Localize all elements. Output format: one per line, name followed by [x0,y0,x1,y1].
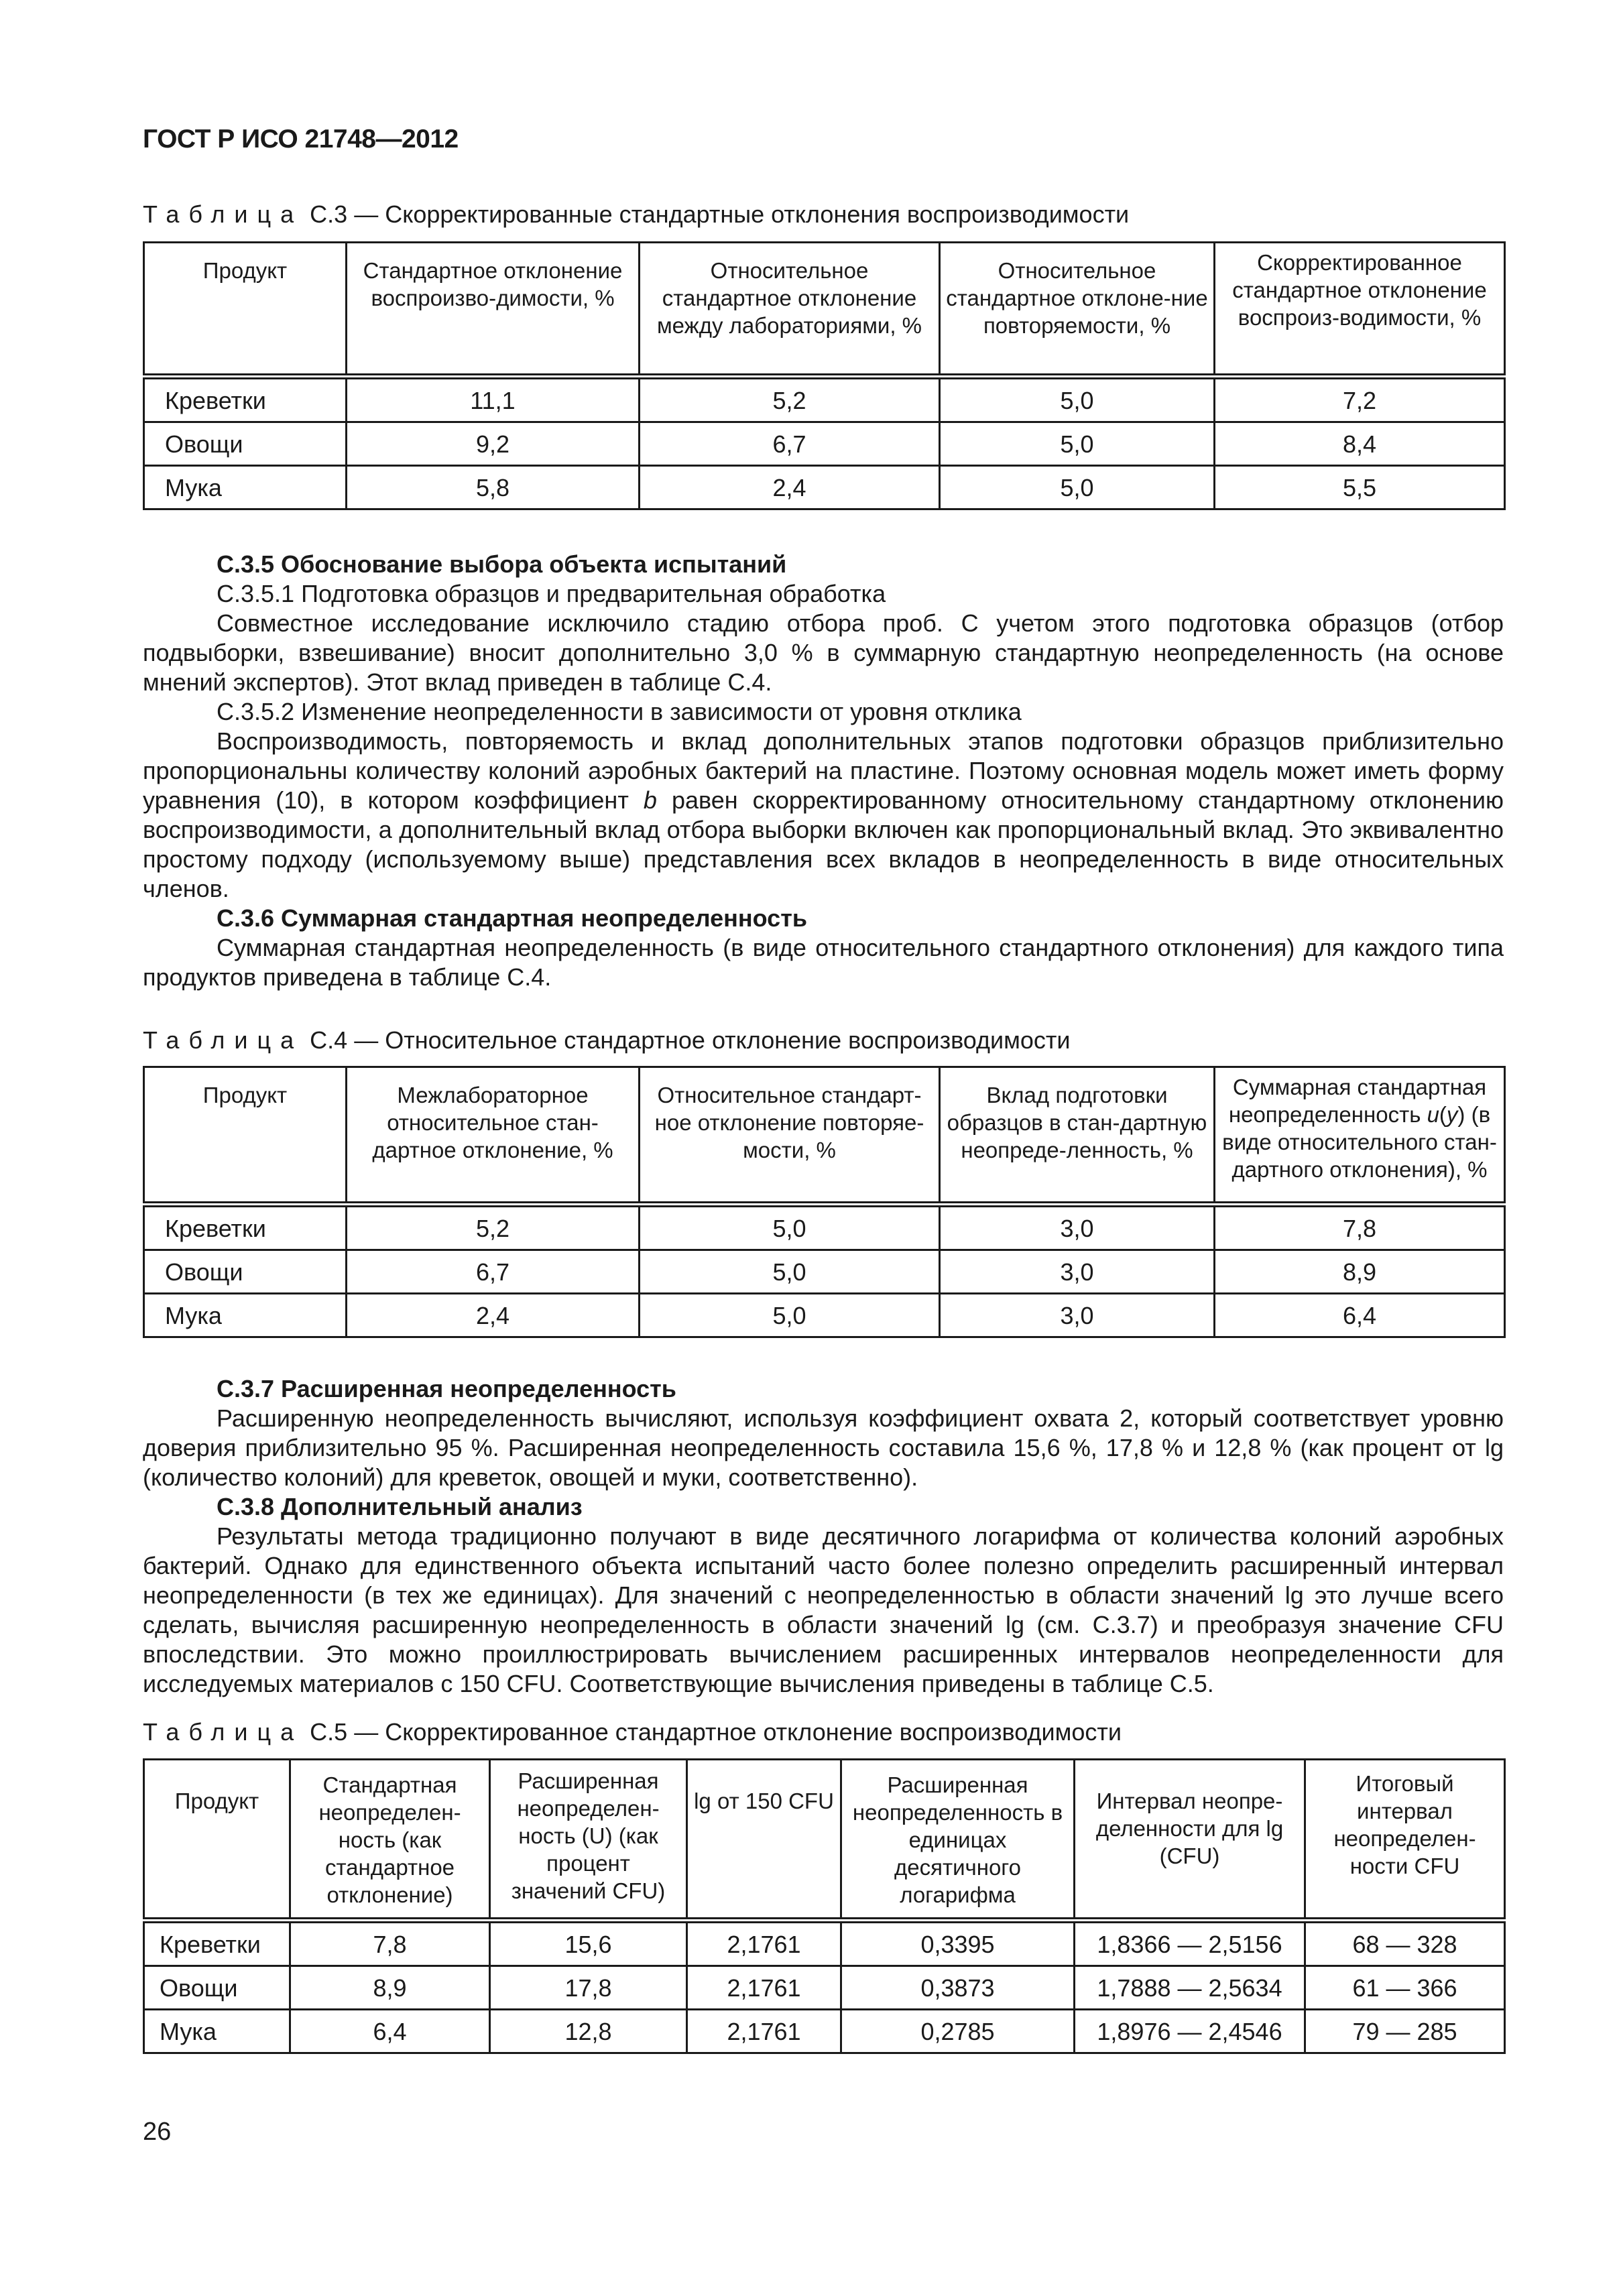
table-cell: 2,4 [640,466,940,509]
table-cell: 6,4 [1215,1294,1505,1337]
table-cell: 11,1 [347,377,640,422]
table-row [144,1294,1505,1337]
table-row [144,466,1505,509]
table-cell: 6,7 [347,1250,640,1294]
table-cell: 5,2 [347,1205,640,1250]
paragraph-text: равен скорректированному относительному стандартному отклонению воспроизводимости, а дополнительный вклад отбора выборки включен как пропорциональный вклад. Это эквивалентно простому подходу (используемому выше) представления всех вкладов в неопределенность в виде относительных членов. [143,786,1504,902]
section-heading: С.3.7 Расширенная неопределенность [217,1375,676,1402]
table-cell: 0,3873 [841,1966,1075,2010]
table-cell: 68 — 328 [1305,1921,1505,1966]
table-cell: 8,4 [1215,422,1505,466]
column-header: Продукт [144,1760,290,1921]
table-c5-caption [143,1717,1504,1747]
header-text: ) (в виде относительного стан-дартного отклонения), % [1222,1102,1497,1182]
variable-u: u [1427,1102,1439,1127]
table-cell: 5,0 [940,466,1215,509]
table-cell: 5,0 [940,422,1215,466]
table-cell: 5,8 [347,466,640,509]
column-header: Вклад подготовки образцов в стан-дартную неопреде-ленность, % [940,1067,1215,1205]
table-row [144,2010,1505,2053]
table-cell: 3,0 [940,1294,1215,1337]
paragraph: Суммарная стандартная неопределенность (в виде относительного стандартного отклонения) для каждого типа продуктов приведена в таблице С.4. [143,934,1504,991]
subsection-heading: С.3.5.1 Подготовка образцов и предварительная обработка [217,580,886,607]
table-row [144,1205,1505,1250]
table-cell: 17,8 [490,1966,687,2010]
variable-y: y [1446,1102,1458,1127]
column-header: Стандартное отклонение воспроизво-димости, % [347,243,640,377]
table-cell: 1,7888 — 2,5634 [1075,1966,1305,2010]
table-cell: 7,2 [1215,377,1505,422]
column-header: Продукт [144,1067,347,1205]
table-cell: 2,1761 [687,1966,841,2010]
table-row [144,1250,1505,1294]
subsection-heading: С.3.5.2 Изменение неопределенности в зависимости от уровня отклика [217,698,1022,725]
table-cell: 5,5 [1215,466,1505,509]
section-heading: С.3.5 Обоснование выбора объекта испытаний [217,550,787,578]
column-header: Итоговый интервал неопределен-ности CFU [1305,1760,1505,1921]
table-cell: 5,2 [640,377,940,422]
column-header: Расширенная неопределенность в единицах десятичного логарифма [841,1760,1075,1921]
page-number: 26 [143,2118,172,2146]
table-cell: Мука [144,1294,347,1337]
paragraph [143,727,1504,904]
table-cell: Мука [144,2010,290,2053]
table-cell: 1,8976 — 2,4546 [1075,2010,1305,2053]
column-header: Интервал неопре-деленности для lg (CFU) [1075,1760,1305,1921]
table-cell: 1,8366 — 2,5156 [1075,1921,1305,1966]
table-cell: Мука [144,466,347,509]
table-cell: 3,0 [940,1250,1215,1294]
table-c4 [143,1066,1506,1338]
table-cell: 2,1761 [687,2010,841,2053]
table-cell: 0,3395 [841,1921,1075,1966]
body-text-c37-c38 [143,1374,1504,1699]
table-cell: 2,4 [347,1294,640,1337]
table-cell: 6,7 [640,422,940,466]
table-cell: 61 — 366 [1305,1966,1505,2010]
table-cell: 8,9 [290,1966,490,2010]
table-c3 [143,241,1506,510]
column-header: Межлабораторное относительное стан-дартное отклонение, % [347,1067,640,1205]
body-text-c35-c36 [143,550,1504,992]
table-cell: 0,2785 [841,2010,1075,2053]
caption-text: С.5 — Скорректированное стандартное отклонение воспроизводимости [310,1718,1122,1746]
table-row [144,1966,1505,2010]
table-c3-caption [143,200,1504,229]
header-text: ( [1439,1102,1447,1127]
column-header: Стандартная неопределен-ность (как стандартное отклонение) [290,1760,490,1921]
table-cell: Овощи [144,422,347,466]
column-header: Относительное стандартное отклоне-ние повторяемости, % [940,243,1215,377]
column-header: Продукт [144,243,347,377]
table-c5 [143,1758,1506,2054]
table-cell: 12,8 [490,2010,687,2053]
column-header: Скорректированное стандартное отклонение воспроиз-водимости, % [1215,243,1505,377]
table-cell: Овощи [144,1966,290,2010]
table-c4-caption [143,1026,1504,1055]
column-header: Относительное стандартное отклонение между лабораториями, % [640,243,940,377]
table-cell: 5,0 [640,1250,940,1294]
paragraph: Расширенную неопределенность вычисляют, используя коэффициент охвата 2, который соответствует уровню доверия приблизительно 95 %. Расширенная неопределенность составила 15,6 %, 17,8 % и 12,8 % (как процент от lg (количество колоний) для креветок, овощей и муки, соответственно). [143,1404,1504,1491]
table-cell: 5,0 [940,377,1215,422]
table-row [144,377,1505,422]
variable-b: b [643,786,657,814]
column-header: lg от 150 CFU [687,1760,841,1921]
table-cell: 6,4 [290,2010,490,2053]
table-row [144,1921,1505,1966]
section-heading: С.3.8 Дополнительный анализ [217,1493,583,1520]
table-cell: 9,2 [347,422,640,466]
table-cell: 5,0 [640,1294,940,1337]
column-header: Относительное стандарт-ное отклонение повторяе-мости, % [640,1067,940,1205]
table-cell: 7,8 [290,1921,490,1966]
section-heading: С.3.6 Суммарная стандартная неопределенность [217,904,807,932]
table-cell: 15,6 [490,1921,687,1966]
table-cell: 8,9 [1215,1250,1505,1294]
table-cell: 2,1761 [687,1921,841,1966]
table-cell: Креветки [144,377,347,422]
caption-text: С.4 — Относительное стандартное отклонение воспроизводимости [310,1026,1071,1054]
column-header: Расширенная неопределен-ность (U) (как процент значений CFU) [490,1760,687,1921]
table-cell: 3,0 [940,1205,1215,1250]
table-cell: 79 — 285 [1305,2010,1505,2053]
table-row [144,422,1505,466]
paragraph: Совместное исследование исключило стадию отбора проб. С учетом этого подготовка образцов (отбор подвыборки, взвешивание) вносит дополнительно 3,0 % в суммарную стандартную неопределенность (на основе мнений экспертов). Этот вклад приведен в таблице С.4. [143,609,1504,696]
document-header: ГОСТ Р ИСО 21748—2012 [143,125,459,154]
caption-label: Таблица [143,1718,304,1746]
table-cell: Креветки [144,1205,347,1250]
column-header [1215,1067,1505,1205]
header-text: Суммарная стандартная неопределенность [1228,1075,1487,1127]
caption-label: Таблица [143,200,304,228]
paragraph-text: Воспроизводимость, повторяемость и вклад дополнительных этапов подготовки образцов приблизительно пропорциональны количеству колоний аэробных бактерий на пластине. Поэтому основная модель может иметь форму уравнения (10), в котором коэффициент [143,727,1504,814]
table-cell: Креветки [144,1921,290,1966]
table-cell: 7,8 [1215,1205,1505,1250]
caption-label: Таблица [143,1026,304,1054]
caption-text: С.3 — Скорректированные стандартные отклонения воспроизводимости [310,200,1130,228]
table-cell: 5,0 [640,1205,940,1250]
paragraph: Результаты метода традиционно получают в виде десятичного логарифма от количества колоний аэробных бактерий. Однако для единственного объекта испытаний часто более полезно определить расширенный интервал неопределенности (в тех же единицах). Для значений с неопределенностью в области значений lg это лучше всего сделать, вычисляя расширенную неопределенность в области значений lg (см. С.3.7) и преобразуя значение CFU впоследствии. Это можно проиллюстрировать вычислением расширенных интервалов неопределенности для исследуемых материалов с 150 CFU. Соответствующие вычисления приведены в таблице С.5. [143,1522,1504,1697]
table-cell: Овощи [144,1250,347,1294]
